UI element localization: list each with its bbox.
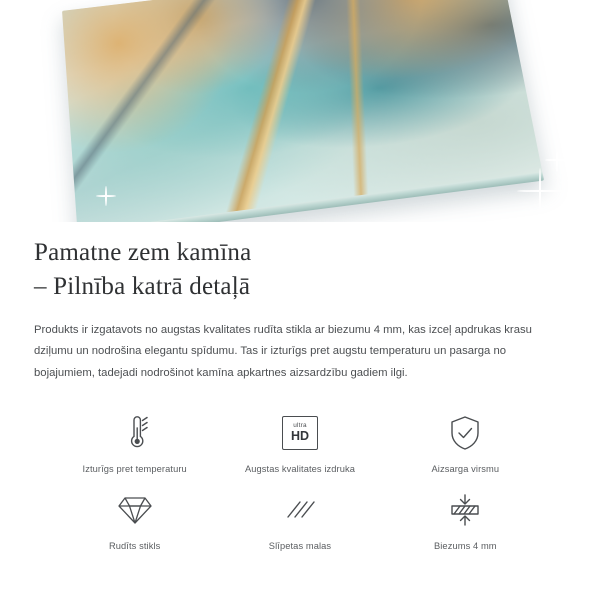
ultra-hd-badge-bottom: HD: [290, 429, 310, 444]
feature-label: Aizsarga virsmu: [431, 463, 500, 474]
thermometer-icon: [121, 411, 149, 455]
feature-item: [383, 411, 548, 474]
polished-edges-icon: [283, 488, 317, 532]
feature-label: Izturīgs pret temperaturu: [82, 463, 187, 474]
feature-item: [52, 411, 217, 474]
feature-item: [383, 488, 548, 551]
sparkle-icon: [545, 148, 569, 172]
content-section: [0, 222, 600, 551]
diamond-icon: [117, 488, 153, 532]
feature-label: Augstas kvalitates izdruka: [244, 463, 356, 474]
ultra-hd-badge-top: ultra: [293, 421, 307, 429]
glass-panel-product-image: [62, 0, 544, 222]
feature-item: [217, 488, 382, 551]
shield-check-icon: [448, 411, 482, 455]
feature-label: Slīpetas malas: [268, 540, 332, 551]
feature-label: Biezums 4 mm: [433, 540, 497, 551]
feature-grid: [34, 411, 566, 551]
feature-item: [52, 488, 217, 551]
feature-label: Rudīts stikls: [108, 540, 161, 551]
headline-line-2: – Pilnība katrā detaļā: [34, 272, 251, 300]
headline-line-1: Pamatne zem kamīna: [34, 239, 252, 266]
description-paragraph: Produkts ir izgatavots no augstas kvalitates rudīta stikla ar biezumu 4 mm, kas izceļ apdrukas krasu dziļumu un nodrošina elegantu spīdumu. Tas ir izturīgs pret augstu temperaturu un pasarga no bojajumiem, tadejadi nodrošinot kamīna apkartnes aizsardzību gadiem ilgi.: [34, 323, 532, 379]
feature-item: [217, 411, 382, 474]
page-title: [34, 236, 566, 304]
hero-image-section: [0, 0, 600, 222]
thickness-icon: [446, 488, 484, 532]
ultra-hd-icon: [282, 411, 318, 455]
